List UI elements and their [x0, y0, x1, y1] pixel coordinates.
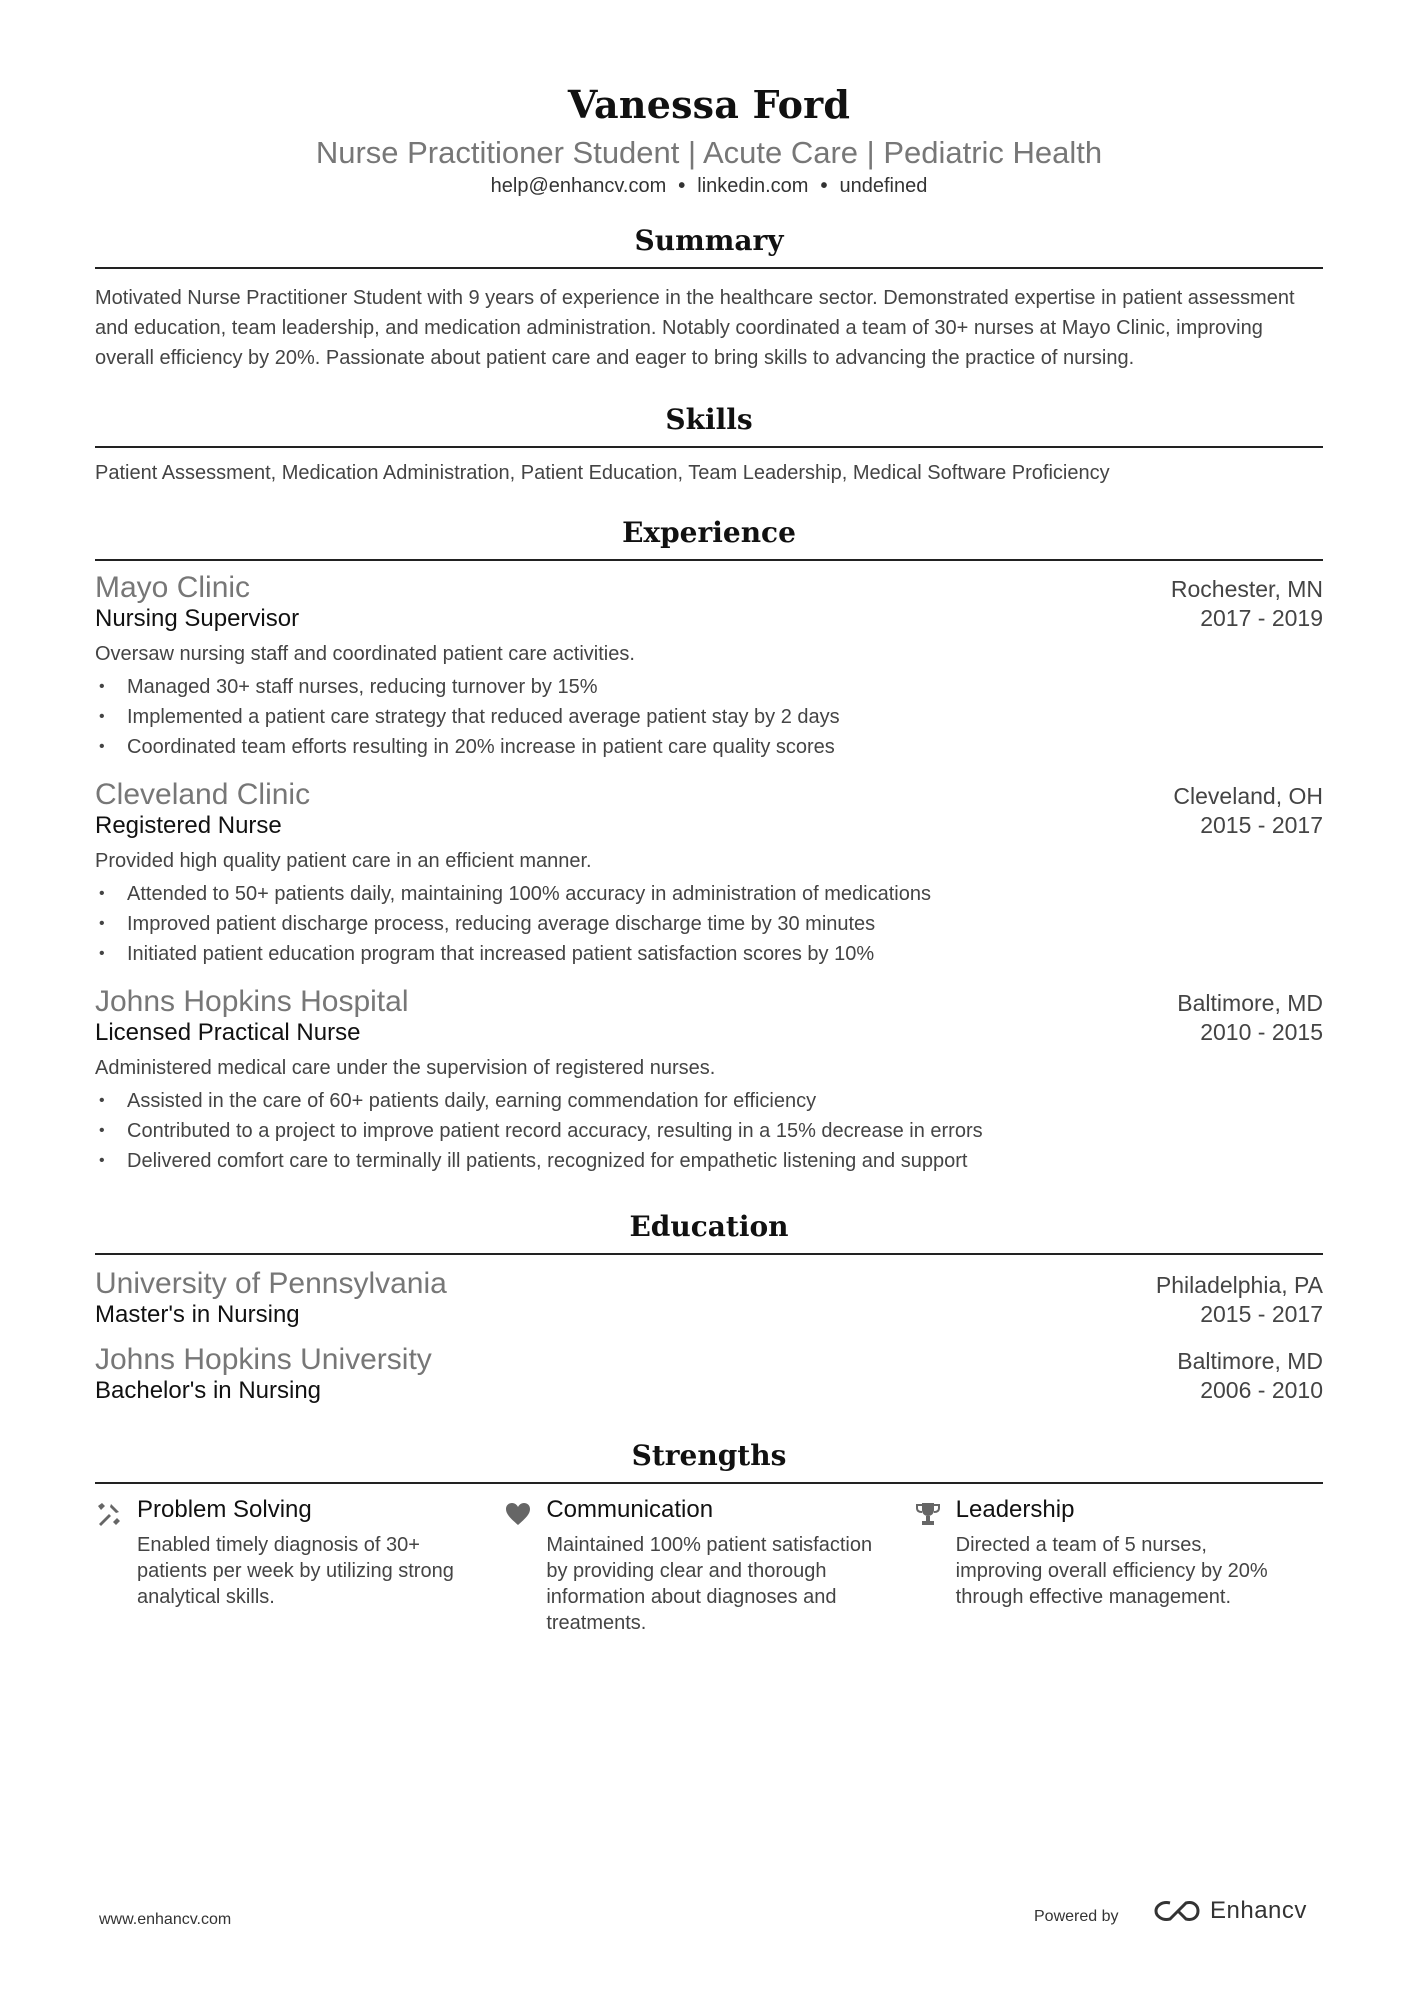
- job-description: Provided high quality patient care in an efficient manner.: [95, 850, 592, 872]
- job-dates: 2010 - 2015: [1200, 1019, 1323, 1045]
- edu-degree: Master's in Nursing: [95, 1301, 300, 1328]
- strength-desc: Directed a team of 5 nurses, improving overall efficiency by 20% through effective management.: [955, 1534, 1268, 1608]
- experience-section: [95, 516, 1323, 1176]
- footer-url[interactable]: www.enhancv.com: [99, 1911, 232, 1928]
- education-entry: [95, 1343, 1323, 1405]
- strength-desc: Enabled timely diagnosis of 30+ patients per week by utilizing strong analytical skills.: [137, 1534, 454, 1608]
- strength-title: Leadership: [955, 1496, 1075, 1523]
- enhancv-logo-icon: [1152, 1897, 1202, 1925]
- summary-section: [95, 224, 1323, 373]
- job-entry: [95, 778, 1323, 969]
- job-entry: [95, 571, 1323, 762]
- job-org: Johns Hopkins Hospital: [95, 985, 409, 1018]
- list-item: • Assisted in the care of 60+ patients daily, earning commendation for efficiency: [95, 1086, 1323, 1116]
- separator-dot: •: [678, 175, 686, 197]
- strength-item: [914, 1496, 1323, 1636]
- job-role: Licensed Practical Nurse: [95, 1019, 361, 1046]
- strengths-section: [95, 1439, 1323, 1636]
- candidate-name: Vanessa Ford: [567, 82, 851, 127]
- summary-heading: Summary: [95, 224, 1323, 269]
- contact-linkedin[interactable]: linkedin.com: [697, 175, 809, 197]
- list-item: • Managed 30+ staff nurses, reducing turnover by 15%: [95, 672, 1323, 702]
- job-entry: [95, 985, 1323, 1176]
- contact-email[interactable]: help@enhancv.com: [490, 175, 667, 197]
- summary-text: Motivated Nurse Practitioner Student with 9 years of experience in the healthcare sector. Demonstrated expertise in patient assessment and education, team leadership, and medication administration. Notably coordinated a team of 30+ nurses at Mayo Clinic, improving overall efficiency by 20%. Passionate about patient care and eager to bring skills to advancing the practice of nursing.: [95, 287, 1295, 369]
- footer-brand-name: Enhancv: [1210, 1897, 1307, 1924]
- contact-other: undefined: [839, 175, 928, 197]
- edu-school: University of Pennsylvania: [95, 1267, 447, 1300]
- job-location: Baltimore, MD: [1177, 990, 1323, 1016]
- job-bullets: [95, 879, 1323, 969]
- resume-header: [95, 0, 1323, 198]
- list-item: • Contributed to a project to improve patient record accuracy, resulting in a 15% decrease in errors: [95, 1116, 1323, 1146]
- edu-dates: 2006 - 2010: [1200, 1377, 1323, 1403]
- strength-desc: Maintained 100% patient satisfaction by providing clear and thorough information about diagnoses and treatments.: [546, 1534, 873, 1634]
- job-role: Nursing Supervisor: [95, 605, 300, 632]
- list-item: • Delivered comfort care to terminally ill patients, recognized for empathetic listening and support: [95, 1146, 1323, 1176]
- job-org: Mayo Clinic: [95, 571, 251, 604]
- strength-item: [95, 1496, 504, 1636]
- list-item: • Implemented a patient care strategy that reduced average patient stay by 2 days: [95, 702, 1323, 732]
- list-item: • Improved patient discharge process, reducing average discharge time by 30 minutes: [95, 909, 1323, 939]
- footer-brand[interactable]: [1152, 1897, 1307, 1925]
- job-bullets: [95, 1086, 1323, 1176]
- contact-line: [95, 175, 1323, 198]
- education-heading: Education: [95, 1210, 1323, 1255]
- job-location: Rochester, MN: [1170, 576, 1323, 602]
- strengths-heading: Strengths: [95, 1439, 1323, 1484]
- strength-title: Problem Solving: [137, 1496, 312, 1523]
- edu-school: Johns Hopkins University: [95, 1343, 432, 1376]
- edu-location: Baltimore, MD: [1177, 1348, 1323, 1374]
- separator-dot: •: [820, 175, 828, 197]
- strength-item: [504, 1496, 913, 1636]
- skills-section: [95, 403, 1323, 488]
- edu-dates: 2015 - 2017: [1200, 1301, 1323, 1327]
- trophy-icon: [914, 1496, 956, 1636]
- footer-powered-by: Powered by: [1034, 1908, 1119, 1925]
- experience-heading: Experience: [95, 516, 1323, 561]
- job-dates: 2017 - 2019: [1200, 605, 1323, 631]
- skills-text: Patient Assessment, Medication Administration, Patient Education, Team Leadership, Medical Software Proficiency: [95, 462, 1110, 484]
- job-description: Administered medical care under the supervision of registered nurses.: [95, 1057, 716, 1079]
- edu-degree: Bachelor's in Nursing: [95, 1377, 322, 1404]
- job-description: Oversaw nursing staff and coordinated patient care activities.: [95, 643, 635, 665]
- resume-page: [95, 0, 1323, 1636]
- edu-location: Philadelphia, PA: [1155, 1272, 1323, 1298]
- tools-icon: [95, 1496, 137, 1636]
- job-dates: 2015 - 2017: [1200, 812, 1323, 838]
- candidate-title: Nurse Practitioner Student | Acute Care | Pediatric Health: [315, 135, 1103, 170]
- list-item: • Coordinated team efforts resulting in 20% increase in patient care quality scores: [95, 732, 1323, 762]
- strength-title: Communication: [546, 1496, 714, 1523]
- job-org: Cleveland Clinic: [95, 778, 311, 811]
- heart-icon: [504, 1496, 546, 1636]
- education-section: [95, 1210, 1323, 1405]
- education-entry: [95, 1267, 1323, 1329]
- strengths-grid: [95, 1496, 1323, 1636]
- job-role: Registered Nurse: [95, 812, 282, 839]
- list-item: • Attended to 50+ patients daily, maintaining 100% accuracy in administration of medications: [95, 879, 1323, 909]
- job-location: Cleveland, OH: [1173, 783, 1323, 809]
- skills-heading: Skills: [95, 403, 1323, 448]
- job-bullets: [95, 672, 1323, 762]
- list-item: • Initiated patient education program that increased patient satisfaction scores by 10%: [95, 939, 1323, 969]
